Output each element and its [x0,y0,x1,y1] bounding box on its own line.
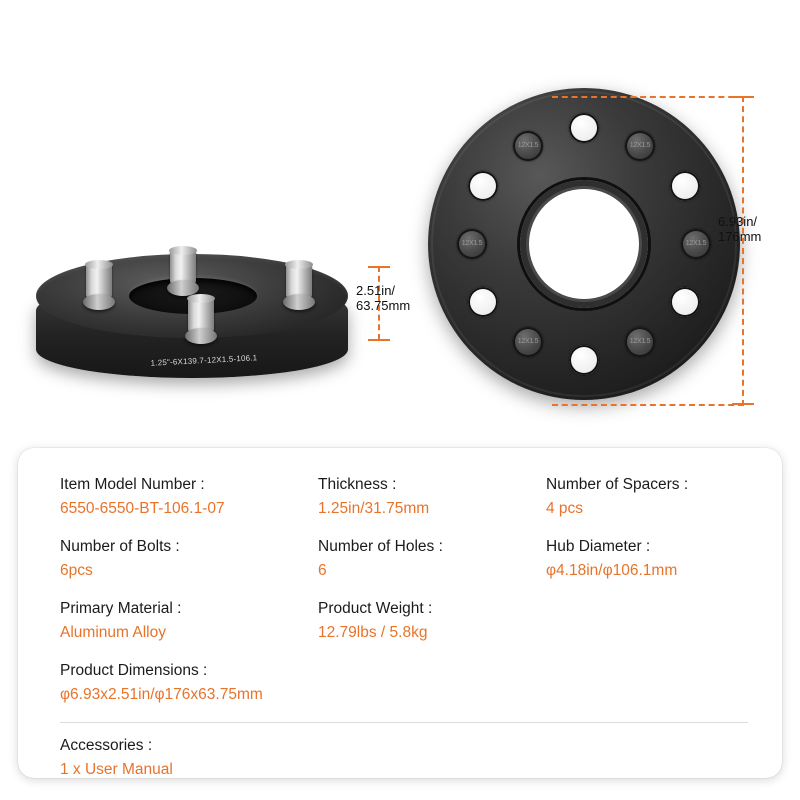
spacer-center-bore [520,180,648,308]
spec-label: Item Model Number : [60,476,205,493]
diameter-dimension-label [718,214,761,244]
bolt-hole [569,345,599,375]
spec-number-of-holes [318,536,546,584]
spec-label: Number of Spacers : [546,476,689,493]
spec-value: 4 pcs [546,500,584,517]
spec-label: Number of Holes : [318,538,443,555]
spec-label: Hub Diameter : [546,538,651,555]
bolt-hole [569,113,599,143]
bolt-hole [468,171,498,201]
spec-value: 12.79lbs / 5.8kg [318,624,428,641]
spec-item-model-number [60,474,318,522]
stud-face: 12X1.5 [625,131,655,161]
stud-face: 12X1.5 [681,229,711,259]
stud-base [83,294,115,310]
thickness-dimension-line2: 63.75mm [356,298,411,313]
stud-hex [170,250,196,284]
thickness-dimension-line1: 2.51in/ [356,283,396,298]
stud-hex [286,264,312,298]
spec-product-weight [318,598,546,646]
spec-number-of-spacers [546,474,748,522]
diameter-dimension-leader-bottom [552,404,744,406]
spec-value: 6pcs [60,562,93,579]
thickness-dimension-cap-bottom [368,339,390,341]
spacer-stud [188,298,214,354]
diameter-dimension-cap-bottom [732,403,754,405]
diameter-dimension-cap-top [732,96,754,98]
bolt-hole [670,287,700,317]
spec-hub-diameter [546,536,748,584]
wheel-spacer-side-view [28,248,358,398]
stud-face: 12X1.5 [625,327,655,357]
spacer-stud [86,264,112,320]
spec-thickness [318,474,546,522]
spec-value: 6 [318,562,327,579]
spacer-engraving-label: 1.25"-6X139.7-12X1.5-106.1 [150,353,258,368]
diameter-dimension-leader-top [552,96,744,98]
bolt-hole [670,171,700,201]
spec-label: Product Dimensions : [60,662,208,679]
spec-label: Accessories : [60,737,153,754]
spec-label: Product Weight : [318,600,433,617]
diameter-dimension-line [742,96,744,406]
spec-empty [546,598,748,646]
thickness-dimension-label [356,283,410,313]
spec-number-of-bolts [60,536,318,584]
wheel-spacer-front-view [428,88,740,400]
spec-accessories [60,735,748,783]
specification-grid [60,474,748,708]
spec-label: Number of Bolts : [60,538,180,555]
spec-label: Thickness : [318,476,397,493]
spec-product-dimensions [60,660,748,708]
spacer-stud [286,264,312,320]
thickness-dimension-cap-top [368,266,390,268]
spec-value: 6550-6550-BT-106.1-07 [60,500,225,517]
spec-value: φ4.18in/φ106.1mm [546,562,678,579]
stud-face: 12X1.5 [457,229,487,259]
stud-base [283,294,315,310]
stud-hex [188,298,214,332]
specification-card [18,448,782,778]
stud-hex [86,264,112,298]
spec-value: Aluminum Alloy [60,624,166,641]
spec-primary-material [60,598,318,646]
diameter-dimension-line2: 176mm [718,229,762,244]
stud-face: 12X1.5 [513,131,543,161]
spec-value: 1 x User Manual [60,761,173,778]
stud-face: 12X1.5 [513,327,543,357]
spec-value: 1.25in/31.75mm [318,500,430,517]
stud-base [185,328,217,344]
diameter-dimension-line1: 6.93in/ [718,214,758,229]
spec-label: Primary Material : [60,600,182,617]
bolt-hole [468,287,498,317]
spec-value: φ6.93x2.51in/φ176x63.75mm [60,686,263,703]
spec-divider [60,722,748,723]
